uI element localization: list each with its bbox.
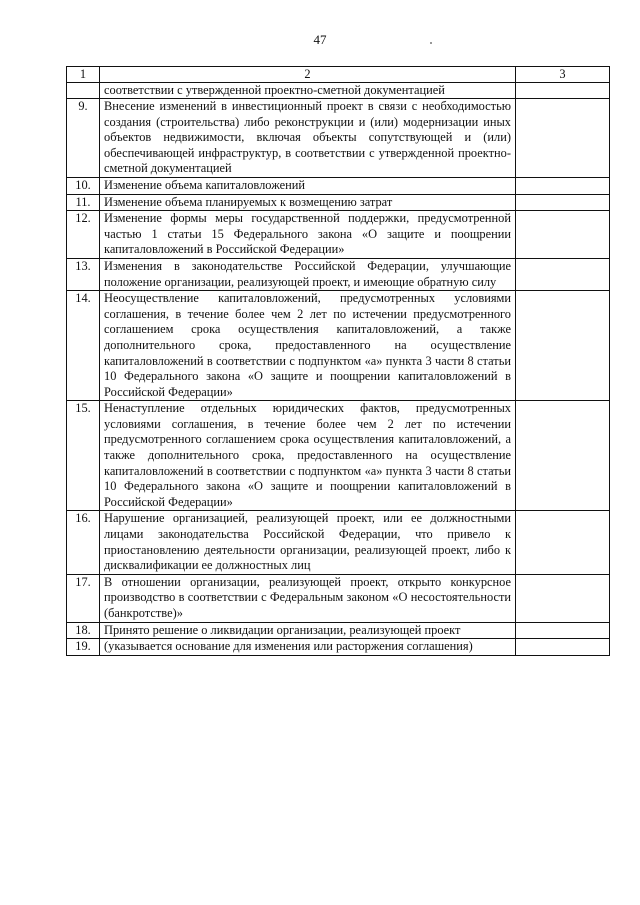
row-col-3 xyxy=(516,177,610,194)
table-row xyxy=(67,511,610,574)
page-number: 47 xyxy=(313,32,327,47)
row-number: 16. xyxy=(67,511,100,574)
row-text: Неосуществление капиталовложений, предусмотренных условиями соглашения, в течение более чем 2 лет по истечении предусмотренного соглашением срока осуществления капиталовложений, а также дополнительного срока, предоставленного на осуществление капиталовложений в соответствии с подпунктом «а» пункта 3 части 8 статьи 10 Федерального закона «О защите и поощрении капиталовложений в Российской Федерации» xyxy=(100,291,516,401)
table-row xyxy=(67,401,610,511)
row-text: Принято решение о ликвидации организации, реализующей проект xyxy=(100,622,516,639)
table-row xyxy=(67,574,610,622)
row-text: Изменение формы меры государственной поддержки, предусмотренной частью 1 статьи 15 Федерального закона «О защите и поощрении капиталовложений в Российской Федерации» xyxy=(100,211,516,259)
row-text: соответствии с утвержденной проектно-сметной документацией xyxy=(100,83,516,99)
row-text: Изменение объема капиталовложений xyxy=(100,177,516,194)
continuation-row xyxy=(67,83,610,99)
row-number: 11. xyxy=(67,194,100,211)
row-number: 13. xyxy=(67,258,100,290)
table-row xyxy=(67,622,610,639)
row-number: 17. xyxy=(67,574,100,622)
scan-speck xyxy=(430,42,432,44)
row-col-3 xyxy=(516,622,610,639)
row-col-3 xyxy=(516,83,610,99)
header-col-2: 2 xyxy=(100,67,516,83)
table-row xyxy=(67,639,610,656)
row-col-3 xyxy=(516,574,610,622)
header-col-1: 1 xyxy=(67,67,100,83)
row-number: 15. xyxy=(67,401,100,511)
row-number: 9. xyxy=(67,99,100,178)
document-table xyxy=(66,66,610,656)
header-col-3: 3 xyxy=(516,67,610,83)
row-col-3 xyxy=(516,639,610,656)
row-text: Изменение объема планируемых к возмещению затрат xyxy=(100,194,516,211)
row-text: В отношении организации, реализующей проект, открыто конкурсное производство в соответствии с Федеральным законом «О несостоятельности (банкротстве)» xyxy=(100,574,516,622)
row-number: 12. xyxy=(67,211,100,259)
row-col-3 xyxy=(516,211,610,259)
row-number: 18. xyxy=(67,622,100,639)
row-text: Внесение изменений в инвестиционный проект в связи с необходимостью создания (строительства) либо реконструкции и (или) модернизации иных объектов недвижимости, включая объекты сопутствующей и (или) обеспечивающей инфраструктур, в соответствии с утвержденной проектно-сметной документацией xyxy=(100,99,516,178)
row-col-3 xyxy=(516,99,610,178)
row-col-3 xyxy=(516,511,610,574)
row-number: 14. xyxy=(67,291,100,401)
header-row xyxy=(67,67,610,83)
row-number: 19. xyxy=(67,639,100,656)
table-row xyxy=(67,211,610,259)
table-row xyxy=(67,258,610,290)
row-text: Ненаступление отдельных юридических фактов, предусмотренных условиями соглашения, в течение более чем 2 лет по истечении предусмотренного соглашением срока осуществления капиталовложений, а также дополнительного срока, предоставленного на осуществление капиталовложений в соответствии с подпунктом «а» пункта 3 части 8 статьи 10 Федерального закона «О защите и поощрении капиталовложений в Российской Федерации» xyxy=(100,401,516,511)
row-col-3 xyxy=(516,258,610,290)
table-row xyxy=(67,291,610,401)
row-col-3 xyxy=(516,401,610,511)
row-col-3 xyxy=(516,291,610,401)
row-number xyxy=(67,83,100,99)
row-text: Изменения в законодательстве Российской Федерации, улучшающие положение организации, реализующей проект, и имеющие обратную силу xyxy=(100,258,516,290)
table-row xyxy=(67,99,610,178)
table-row xyxy=(67,177,610,194)
row-text: (указывается основание для изменения или расторжения соглашения) xyxy=(100,639,516,656)
row-text: Нарушение организацией, реализующей проект, или ее должностными лицами законодательства Российской Федерации, что привело к приостановлению деятельности организации, реализующей проект, либо к дисквалификации ее должностных лиц xyxy=(100,511,516,574)
table-row xyxy=(67,194,610,211)
row-col-3 xyxy=(516,194,610,211)
row-number: 10. xyxy=(67,177,100,194)
